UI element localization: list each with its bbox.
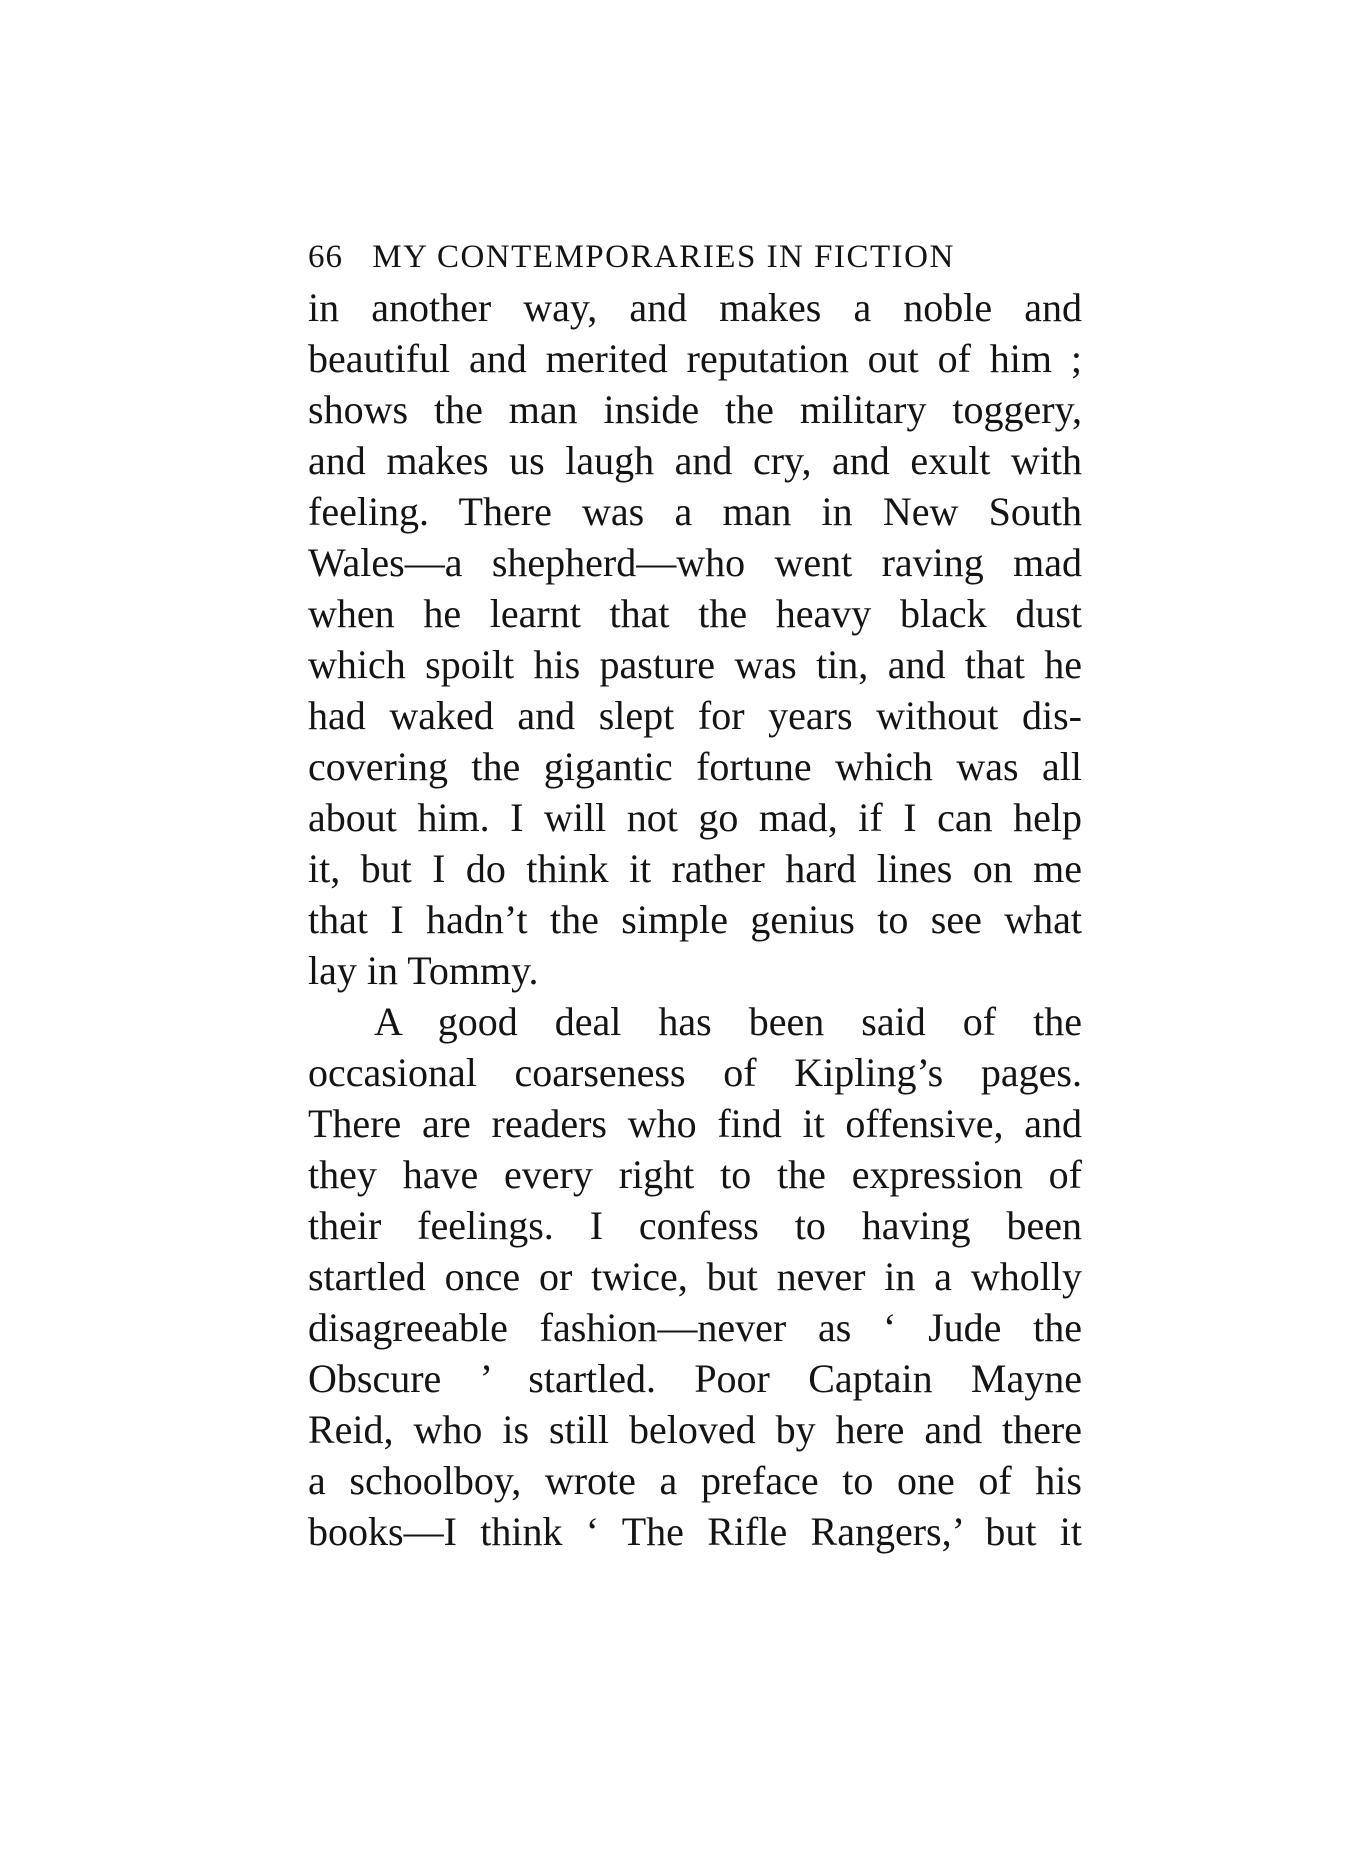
paragraph-start-line: A good deal has been said of the: [374, 999, 1082, 1044]
text-line: a schoolboy, wrote a preface to one of his: [308, 1458, 1082, 1503]
text-line: occasional coarseness of Kipling’s pages.: [308, 1050, 1082, 1095]
paragraph-end-line: lay in Tommy.: [308, 948, 539, 993]
text-line: and makes us laugh and cry, and exult with: [308, 438, 1082, 483]
text-line: disagreeable fashion—never as ‘ Jude the: [308, 1305, 1082, 1350]
text-line: Obscure ’ startled. Poor Captain Mayne: [308, 1356, 1082, 1401]
running-title: MY CONTEMPORARIES IN FICTION: [372, 239, 955, 275]
text-line: which spoilt his pasture was tin, and that he: [308, 642, 1082, 687]
text-line: had waked and slept for years without dis-: [308, 693, 1082, 738]
text-line: Reid, who is still beloved by here and there: [308, 1407, 1082, 1452]
text-line: Wales—a shepherd—who went raving mad: [308, 540, 1082, 585]
text-line: There are readers who find it offensive, and: [308, 1101, 1082, 1146]
text-line: about him. I will not go mad, if I can help: [308, 795, 1082, 840]
text-line: startled once or twice, but never in a wholly: [308, 1254, 1082, 1299]
text-line: covering the gigantic fortune which was all: [308, 744, 1082, 789]
page-number: 66: [308, 239, 343, 275]
text-line: shows the man inside the military toggery,: [308, 387, 1082, 432]
text-line: that I hadn’t the simple genius to see what: [308, 897, 1082, 942]
text-line: they have every right to the expression of: [308, 1152, 1082, 1197]
text-line: their feelings. I confess to having been: [308, 1203, 1082, 1248]
text-line: when he learnt that the heavy black dust: [308, 591, 1082, 636]
body-text: [308, 282, 1082, 1557]
text-line: in another way, and makes a noble and: [308, 285, 1082, 330]
text-line: beautiful and merited reputation out of him ;: [308, 336, 1082, 381]
text-line: feeling. There was a man in New South: [308, 489, 1082, 534]
text-line: books—I think ‘ The Rifle Rangers,’ but it: [308, 1509, 1082, 1554]
text-line: it, but I do think it rather hard lines on me: [308, 846, 1082, 891]
running-head: [308, 232, 988, 282]
